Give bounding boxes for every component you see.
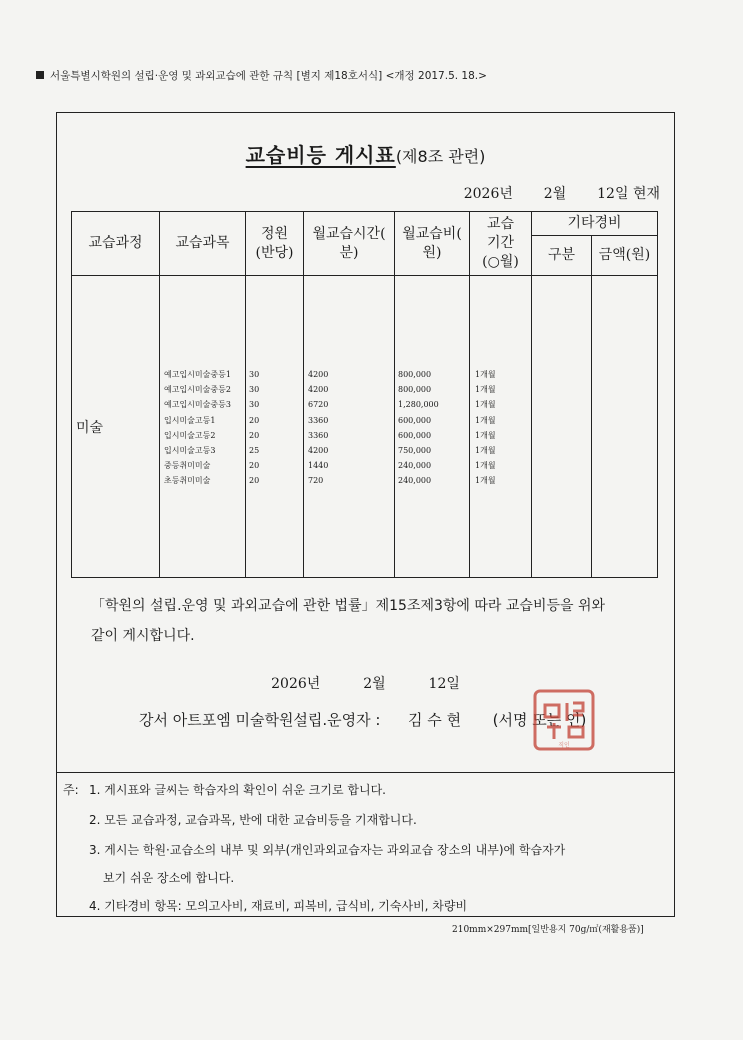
row-fee-value: 1,280,000: [398, 400, 439, 410]
header-monthly-fee: [395, 212, 470, 276]
header-subject: 교습과목: [160, 212, 246, 276]
document-title: [57, 139, 674, 168]
row-fee-value: 800,000: [398, 370, 432, 379]
sign-month: 2월: [363, 676, 386, 692]
row-hours-value: 4200: [308, 385, 329, 395]
row-fee-value: 600,000: [398, 415, 432, 425]
sign-day: 12일: [428, 676, 460, 692]
row-period-value: 1개월: [475, 385, 496, 395]
row-subject-value: 중등취미미술: [164, 461, 211, 471]
row-capacity-value: 25: [249, 446, 260, 456]
row-capacity-value: 20: [249, 476, 260, 486]
row-subject-value: 예고입시미술중등2: [164, 385, 231, 395]
header-capacity-line2: (반당): [255, 244, 294, 261]
row-period-value: 1개월: [475, 461, 496, 471]
row-period-value: 1개월: [475, 446, 496, 456]
row-fee-value: 240,000: [398, 476, 432, 486]
course-cell: 미술: [72, 276, 160, 578]
row-hours-value: 3360: [308, 415, 329, 425]
statement-text: [91, 591, 666, 651]
signature-suffix: (서명 또는 인): [492, 711, 587, 729]
signature-label: 강서 아트포엠 미술학원설립.운영자 :: [139, 711, 381, 729]
row-hours-value: 4200: [308, 370, 329, 379]
header-other-amount: 금액(원): [592, 236, 658, 276]
subject-column: [160, 276, 246, 578]
square-bullet-icon: [36, 71, 44, 79]
notes-prefix: 주:: [63, 783, 79, 797]
sign-year: 2026년: [271, 676, 321, 692]
posting-year: 2026년: [463, 186, 513, 202]
fee-column: [395, 276, 470, 578]
row-capacity-value: 20: [249, 430, 260, 440]
row-hours-value: 6720: [308, 400, 329, 410]
row-hours-value: 1440: [308, 461, 329, 471]
header-capacity: [246, 212, 304, 276]
notes-section: [57, 772, 674, 917]
posting-date: [464, 183, 660, 203]
signature-name: 김 수 현: [408, 711, 462, 729]
title-sub: (제8조 관련): [395, 147, 486, 166]
header-other-costs: 기타경비: [532, 212, 658, 236]
row-capacity-value: 30: [249, 400, 260, 410]
posting-suffix: 현재: [632, 186, 660, 202]
note-item: 보기 쉬운 장소에 합니다.: [103, 871, 235, 885]
capacity-column: [246, 276, 304, 578]
other-type-column: [532, 276, 592, 578]
note-item: 3. 게시는 학원·교습소의 내부 및 외부(개인과외교습자는 과외교습 장소의 내부)에 학습자가: [89, 843, 566, 857]
row-capacity-value: 30: [249, 385, 260, 395]
signature-line: [139, 709, 586, 730]
row-subject-value: 예고입시미술중등3: [164, 400, 231, 410]
header-capacity-line1: 정원: [260, 225, 289, 242]
row-subject-value: 입시미술고등2: [164, 430, 216, 440]
statement-line2: 같이 게시합니다.: [91, 628, 195, 644]
header-period-line3: (○월): [482, 254, 519, 270]
header-period: [470, 212, 532, 276]
row-period-value: 1개월: [475, 415, 496, 425]
posting-day: 12일: [597, 186, 629, 202]
header-monthly-hours: [304, 212, 395, 276]
form-header-text: 서울특별시학원의 설립·운영 및 과외교습에 관한 규칙 [별지 제18호서식] <개정 2017.5. 18.>: [50, 70, 487, 82]
note-item: 2. 모든 교습과정, 교습과목, 반에 대한 교습비등을 기재합니다.: [89, 813, 417, 827]
tuition-table: [71, 211, 658, 578]
posting-month: 2월: [543, 186, 567, 202]
seal-text: 직인: [558, 742, 570, 749]
row-fee-value: 600,000: [398, 430, 432, 440]
row-fee-value: 750,000: [398, 446, 432, 456]
header-other-type: 구분: [532, 236, 592, 276]
note-item: 1. 게시표와 글씨는 학습자의 확인이 쉬운 크기로 합니다.: [89, 783, 386, 797]
paper-spec: 210mm×297mm[일반용지 70g/㎡(재활용품)]: [452, 925, 644, 935]
hours-column: [304, 276, 395, 578]
row-fee-value: 800,000: [398, 385, 432, 395]
header-hours-line1: 월교습시간(: [312, 225, 386, 242]
header-fee-line2: 원): [422, 244, 442, 261]
note-item: 4. 기타경비 항목: 모의고사비, 재료비, 피복비, 급식비, 기숙사비, 차량비: [89, 899, 468, 913]
row-hours-value: 4200: [308, 446, 329, 456]
row-subject-value: 예고입시미술중등1: [164, 370, 231, 379]
title-main: 교습비등 게시표: [245, 143, 396, 167]
form-header-note: [36, 68, 716, 83]
notice-frame: [56, 112, 675, 917]
row-period-value: 1개월: [475, 476, 496, 486]
row-subject-value: 입시미술고등3: [164, 446, 216, 456]
period-column: [470, 276, 532, 578]
header-fee-line1: 월교습비(: [402, 225, 462, 242]
header-course: 교습과정: [72, 212, 160, 276]
row-subject-value: 입시미술고등1: [164, 415, 216, 425]
row-period-value: 1개월: [475, 370, 496, 379]
row-subject-value: 초등취미미술: [164, 476, 211, 486]
header-period-line2: 기간: [486, 235, 515, 251]
row-hours-value: 3360: [308, 430, 329, 440]
statement-line1: 「학원의 설립.운영 및 과외교습에 관한 법률」제15조제3항에 따라 교습비등을 위와: [91, 598, 606, 614]
row-capacity-value: 20: [249, 461, 260, 471]
row-period-value: 1개월: [475, 430, 496, 440]
row-period-value: 1개월: [475, 400, 496, 410]
header-period-line1: 교습: [486, 216, 515, 232]
header-hours-line2: 분): [339, 244, 359, 261]
row-capacity-value: 30: [249, 370, 260, 379]
other-amount-column: [592, 276, 658, 578]
red-seal-stamp: [527, 683, 601, 757]
row-capacity-value: 20: [249, 415, 260, 425]
row-hours-value: 720: [308, 476, 324, 486]
row-fee-value: 240,000: [398, 461, 432, 471]
